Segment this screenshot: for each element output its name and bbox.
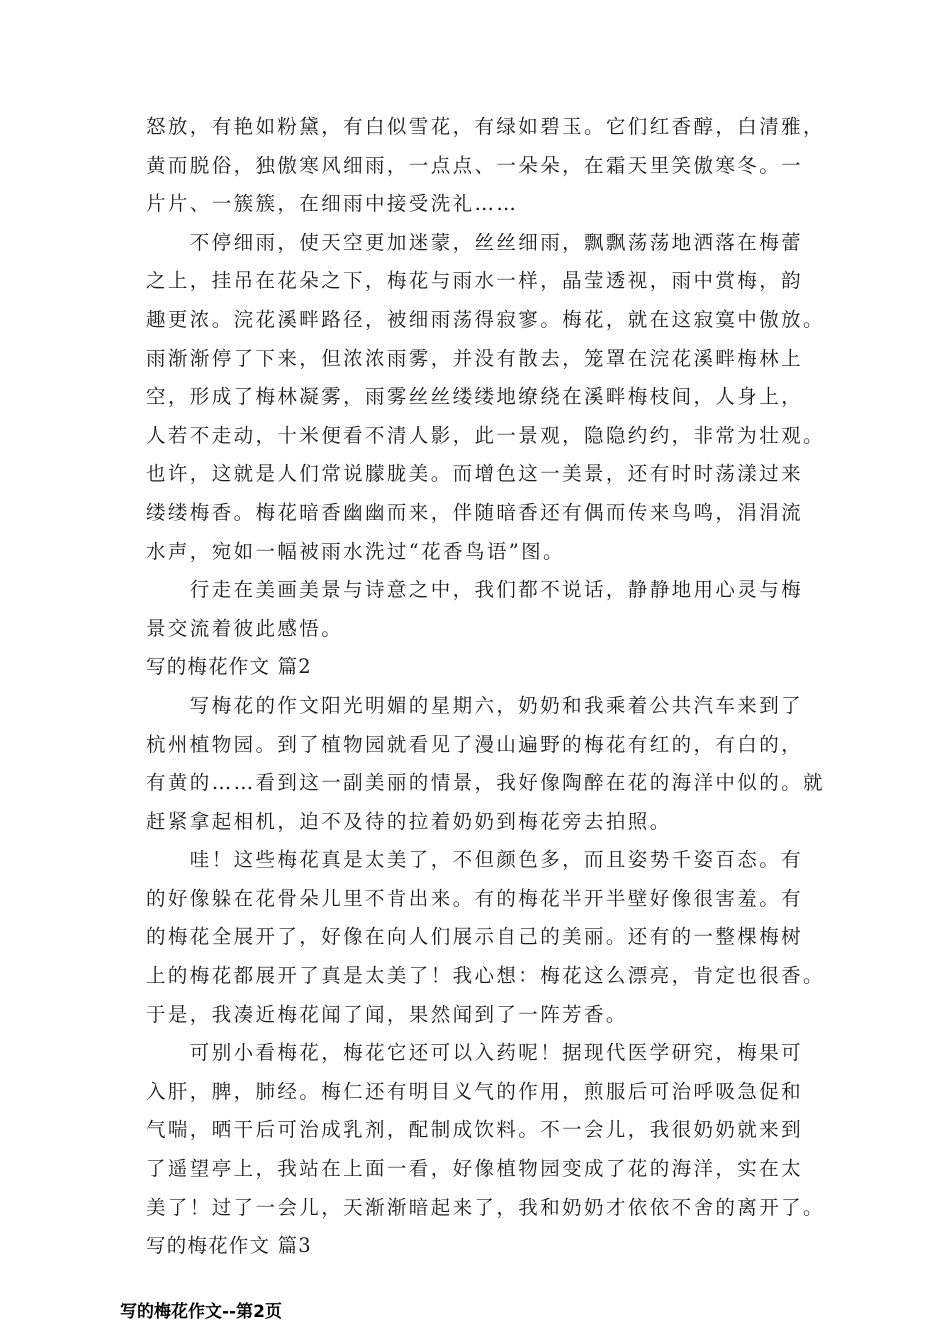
text-line: 之上，挂吊在花朵之下，梅花与雨水一样，晶莹透视，雨中赏梅，韵	[146, 269, 804, 293]
text-line: 片片、一簇簇，在细雨中接受洗礼……	[146, 192, 519, 216]
text-line: 景交流着彼此感悟。	[146, 616, 344, 640]
text-line: 人若不走动，十米便看不清人影，此一景观，隐隐约约，非常为壮观。	[146, 423, 825, 447]
text-line: 哇！这些梅花真是太美了，不但颜色多，而且姿势千姿百态。有	[146, 848, 804, 872]
text-line: 行走在美画美景与诗意之中，我们都不说话，静静地用心灵与梅	[146, 578, 804, 602]
text-line: 雨渐渐停了下来，但浓浓雨雾，并没有散去，笼罩在浣花溪畔梅林上	[146, 346, 804, 370]
text-line: 缕缕梅香。梅花暗香幽幽而来，伴随暗香还有偶而传来鸟鸣，涓涓流	[146, 500, 804, 524]
document-body	[146, 108, 836, 1266]
text-line: 趣更浓。浣花溪畔路径，被细雨荡得寂寥。梅花，就在这寂寞中傲放。	[146, 307, 825, 331]
text-line: 气喘，晒干后可治成乳剂，配制成饮料。不一会儿，我很奶奶就来到	[146, 1118, 804, 1142]
text-line: 写梅花的作文阳光明媚的星期六，奶奶和我乘着公共汽车来到了	[146, 693, 804, 717]
text-line: 了遥望亭上，我站在上面一看，好像植物园变成了花的海洋，实在太	[146, 1157, 804, 1181]
text-line: 于是，我凑近梅花闻了闻，果然闻到了一阵芳香。	[146, 1002, 628, 1026]
text-line: 可别小看梅花，梅花它还可以入药呢！据现代医学研究，梅果可	[146, 1041, 804, 1065]
text-line: 赶紧拿起相机，迫不及待的拉着奶奶到梅花旁去拍照。	[146, 809, 672, 833]
text-line: 的梅花全展开了，好像在向人们展示自己的美丽。还有的一整棵梅树	[146, 925, 804, 949]
text-line: 怒放，有艳如粉黛，有白似雪花，有绿如碧玉。它们红香醇，白清雅，	[146, 115, 825, 138]
text-line: 有黄的……看到这一副美丽的情景，我好像陶醉在花的海洋中似的。就	[146, 771, 825, 795]
section-heading: 写的梅花作文 篇3	[146, 1234, 312, 1258]
text-line: 杭州植物园。到了植物园就看见了漫山遍野的梅花有红的，有白的，	[146, 732, 804, 756]
page-footer: 写的梅花作文--第2页	[120, 1302, 282, 1322]
text-line: 也许，这就是人们常说朦胧美。而增色这一美景，还有时时荡漾过来	[146, 462, 804, 486]
text-line: 的好像躲在花骨朵儿里不肯出来。有的梅花半开半壁好像很害羞。有	[146, 886, 804, 910]
text-line: 水声，宛如一幅被雨水洗过“花香鸟语”图。	[146, 539, 565, 563]
text-line: 不停细雨，使天空更加迷蒙，丝丝细雨，飘飘荡荡地洒落在梅蕾	[146, 230, 804, 254]
text-line: 空，形成了梅林凝雾，雨雾丝丝缕缕地缭绕在溪畔梅枝间，人身上，	[146, 385, 804, 409]
text-line: 上的梅花都展开了真是太美了！我心想：梅花这么漂亮，肯定也很香。	[146, 964, 825, 988]
text-line: 入肝，脾，肺经。梅仁还有明目义气的作用，煎服后可治呼吸急促和	[146, 1079, 804, 1103]
section-heading: 写的梅花作文 篇2	[146, 655, 312, 679]
text-line: 美了！过了一会儿，天渐渐暗起来了，我和奶奶才依依不舍的离开了。	[146, 1195, 825, 1219]
text-line: 黄而脱俗，独傲寒风细雨，一点点、一朵朵，在霜天里笑傲寒冬。一	[146, 153, 804, 177]
